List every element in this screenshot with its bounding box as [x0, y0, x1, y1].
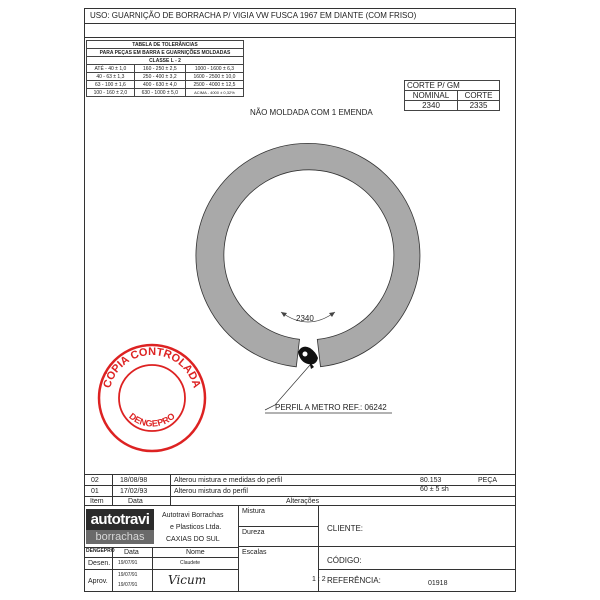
referencia-value: 01918	[428, 580, 448, 587]
rev-extra2: PEÇA	[478, 477, 498, 484]
company-city: CAXIAS DO SUL	[166, 536, 220, 543]
title-row-line	[238, 526, 318, 527]
rev-header-date: Data	[128, 498, 143, 505]
rev-header-item: Item	[90, 498, 104, 505]
dimension-arrow-right	[329, 312, 335, 317]
tolerance-class: CLASSE L - 2	[87, 57, 244, 65]
title-row-line	[84, 557, 238, 558]
header-title: USO: GUARNIÇÃO DE BORRACHA P/ VIGIA VW FUSCA 1967 EM DIANTE (COM FRISO)	[90, 11, 417, 20]
company-name-2: e Plasticos Ltda.	[170, 524, 222, 531]
sig-aprov-date-2: 19/07/91	[118, 582, 138, 588]
tolerance-cell: 250 - 400 ± 3,2	[134, 73, 185, 81]
rev-divider	[84, 474, 516, 475]
rev-col-line	[112, 474, 113, 505]
corte-header-nominal: NOMINAL	[405, 91, 458, 101]
rev-date: 18/08/98	[120, 477, 148, 484]
sig-desen-date: 19/07/91	[118, 560, 138, 566]
corte-title: CORTE P/ GM	[405, 81, 500, 91]
corte-header-corte: CORTE	[457, 91, 499, 101]
sig-header-name: Nome	[186, 549, 205, 556]
tolerance-cell: 1000 - 1600 ± 6,3	[185, 65, 243, 73]
tolerance-cell: 2500 - 4000 ± 12,5	[185, 81, 243, 89]
company-name-1: Autotravi Borrachas	[162, 512, 224, 519]
stamp-bottom-text: DENGEPRO	[127, 410, 177, 429]
rev-divider	[84, 496, 516, 497]
corte-value-corte: 2335	[457, 101, 499, 111]
rev-item: 01	[91, 488, 99, 495]
profile-section-icon	[298, 347, 318, 369]
tolerance-cell: 160 - 250 ± 2,5	[134, 65, 185, 73]
title-row-line	[318, 546, 516, 547]
drawing-note: NÃO MOLDADA COM 1 EMENDA	[250, 108, 373, 117]
field-dureza: Dureza	[242, 529, 265, 536]
dimension-arrow-left	[281, 312, 287, 317]
rev-header-changes: Alterações	[286, 498, 320, 505]
tolerance-cell: 100 - 160 ± 2,0	[87, 89, 135, 97]
tolerance-subtitle: PARA PEÇAS EM BARRA E GUARNIÇÕES MOLDADAS	[87, 49, 244, 57]
company-logo: autotravi	[86, 509, 154, 530]
rev-divider	[84, 485, 516, 486]
sig-header-date: Data	[124, 549, 139, 556]
company-logo-sub: borrachas	[86, 530, 154, 544]
tolerance-cell: ACIMA - 4000 ± 0,32%	[185, 89, 243, 97]
tolerance-cell: 400 - 630 ± 4,0	[134, 81, 185, 89]
title-row-line	[238, 546, 318, 547]
rev-divider	[84, 505, 516, 506]
corte-value-nominal: 2340	[405, 101, 458, 111]
title-row-line	[318, 569, 516, 570]
field-cliente: CLIENTE:	[327, 524, 364, 533]
title-row-line	[84, 569, 238, 570]
sig-aprov-date-1: 19/07/91	[118, 572, 138, 578]
sig-col-line	[152, 547, 153, 592]
rev-extra: 80.153	[420, 477, 442, 484]
title-col-line	[238, 505, 239, 592]
rev-text: Alterou mistura do perfil	[174, 488, 248, 495]
field-codigo: CÓDIGO:	[327, 556, 362, 565]
scale-value: 1 : 2	[312, 576, 326, 583]
tolerance-cell: ATÉ - 40 ± 1,0	[87, 65, 135, 73]
sig-aprov-label: Aprov.	[88, 578, 108, 585]
profile-label: PERFIL A METRO REF.: 06242	[275, 403, 387, 412]
tolerance-title: TABELA DE TOLERÂNCIAS	[87, 41, 244, 49]
tolerance-cell: 40 - 63 ± 1,3	[87, 73, 135, 81]
field-escalas: Escalas	[242, 549, 267, 556]
dimension-value: 2340	[296, 314, 314, 323]
signature: Vicum	[168, 573, 207, 587]
rev-extra: 60 ± 5 sh	[420, 486, 449, 493]
rev-text: Alterou mistura e medidas do perfil	[174, 477, 283, 484]
sig-desen-name: Claudete	[180, 560, 201, 566]
field-mistura: Mistura	[242, 508, 265, 515]
rev-col-line	[170, 474, 171, 505]
stamp-top-text: CÓPIA CONTROLADA	[101, 346, 203, 390]
ring-shape	[196, 143, 420, 366]
controlled-copy-stamp	[96, 342, 208, 454]
rev-date: 17/02/93	[120, 488, 148, 495]
tolerance-cell: 63 - 100 ± 1,6	[87, 81, 135, 89]
field-referencia: REFERÊNCIA:	[327, 576, 381, 585]
sig-dept: DENGEPRO	[86, 548, 115, 554]
rev-item: 02	[91, 477, 99, 484]
tolerance-cell: 630 - 1000 ± 5,0	[134, 89, 185, 97]
sig-desen-label: Desen.	[88, 560, 111, 567]
tolerance-cell: 1600 - 2500 ± 10,0	[185, 73, 243, 81]
